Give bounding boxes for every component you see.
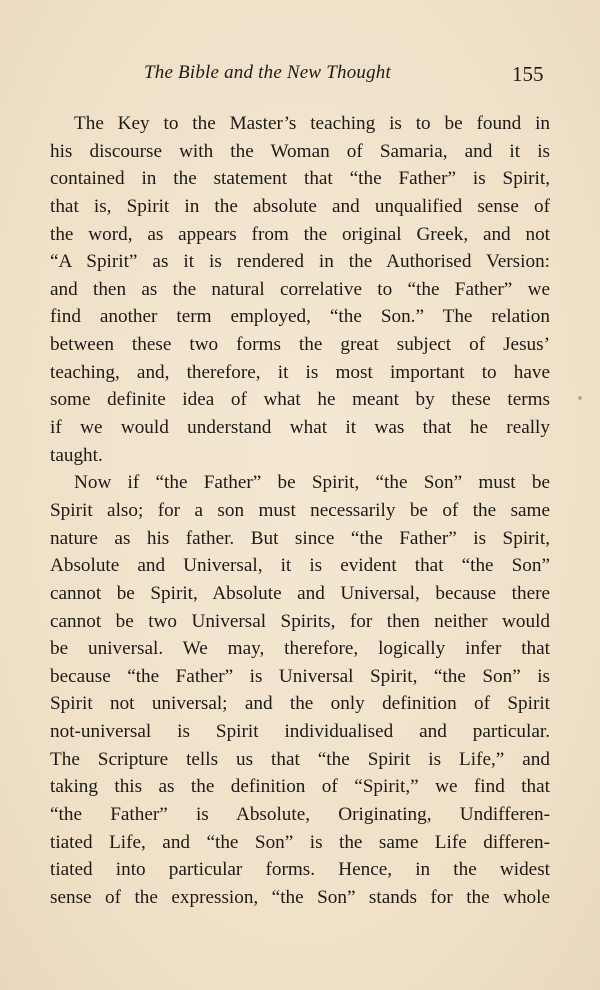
text-line: nature as his father. But since “the Father” is Spirit,: [50, 527, 550, 549]
text-line: Spirit also; for a son must necessarily be of the same: [50, 499, 550, 521]
text-line: “A Spirit” as it is rendered in the Authorised Version:: [50, 251, 550, 273]
text-line: contained in the statement that “the Father” is Spirit,: [50, 168, 550, 190]
text-line: cannot be Spirit, Absolute and Universal, because there: [50, 582, 550, 604]
text-line: between these two forms the great subject of Jesus’: [50, 334, 550, 356]
text-line: because “the Father” is Universal Spirit, “the Son” is: [50, 665, 550, 687]
text-line: find another term employed, “the Son.” The relation: [50, 306, 550, 328]
paper-speck: [578, 396, 582, 400]
text-line: taught.: [50, 444, 103, 466]
text-line: Now if “the Father” be Spirit, “the Son” must be: [74, 472, 550, 494]
text-line: teaching, and, therefore, it is most important to have: [50, 361, 550, 383]
text-line: tiated into particular forms. Hence, in the widest: [50, 859, 550, 881]
page-header: [0, 60, 600, 90]
body-text: [50, 110, 550, 912]
text-line: The Scripture tells us that “the Spirit is Life,” and: [50, 748, 550, 770]
text-line: The Key to the Master’s teaching is to be found in: [74, 113, 550, 134]
text-line: that is, Spirit in the absolute and unqualified sense of: [50, 195, 550, 217]
text-line: the word, as appears from the original Greek, and not: [50, 223, 550, 245]
text-line: tiated Life, and “the Son” is the same Life differen-: [50, 831, 550, 853]
text-line: some definite idea of what he meant by these terms: [50, 389, 550, 411]
running-title: The Bible and the New Thought: [144, 62, 391, 83]
page-number: 155: [512, 62, 544, 86]
text-line: taking this as the definition of “Spirit,” we find that: [50, 776, 550, 798]
text-line: cannot be two Universal Spirits, for then neither would: [50, 610, 550, 632]
text-line: not-universal is Spirit individualised and particular.: [50, 721, 550, 743]
text-line: “the Father” is Absolute, Originating, Undifferen-: [50, 804, 550, 826]
text-line: be universal. We may, therefore, logically infer that: [50, 638, 550, 660]
text-line: Absolute and Universal, it is evident that “the Son”: [50, 555, 550, 577]
text-line: sense of the expression, “the Son” stands for the whole: [50, 886, 550, 908]
text-line: if we would understand what it was that he really: [50, 417, 550, 439]
text-line: Spirit not universal; and the only definition of Spirit: [50, 693, 550, 715]
text-line: his discourse with the Woman of Samaria, and it is: [50, 140, 550, 162]
text-line: and then as the natural correlative to “the Father” we: [50, 278, 550, 300]
